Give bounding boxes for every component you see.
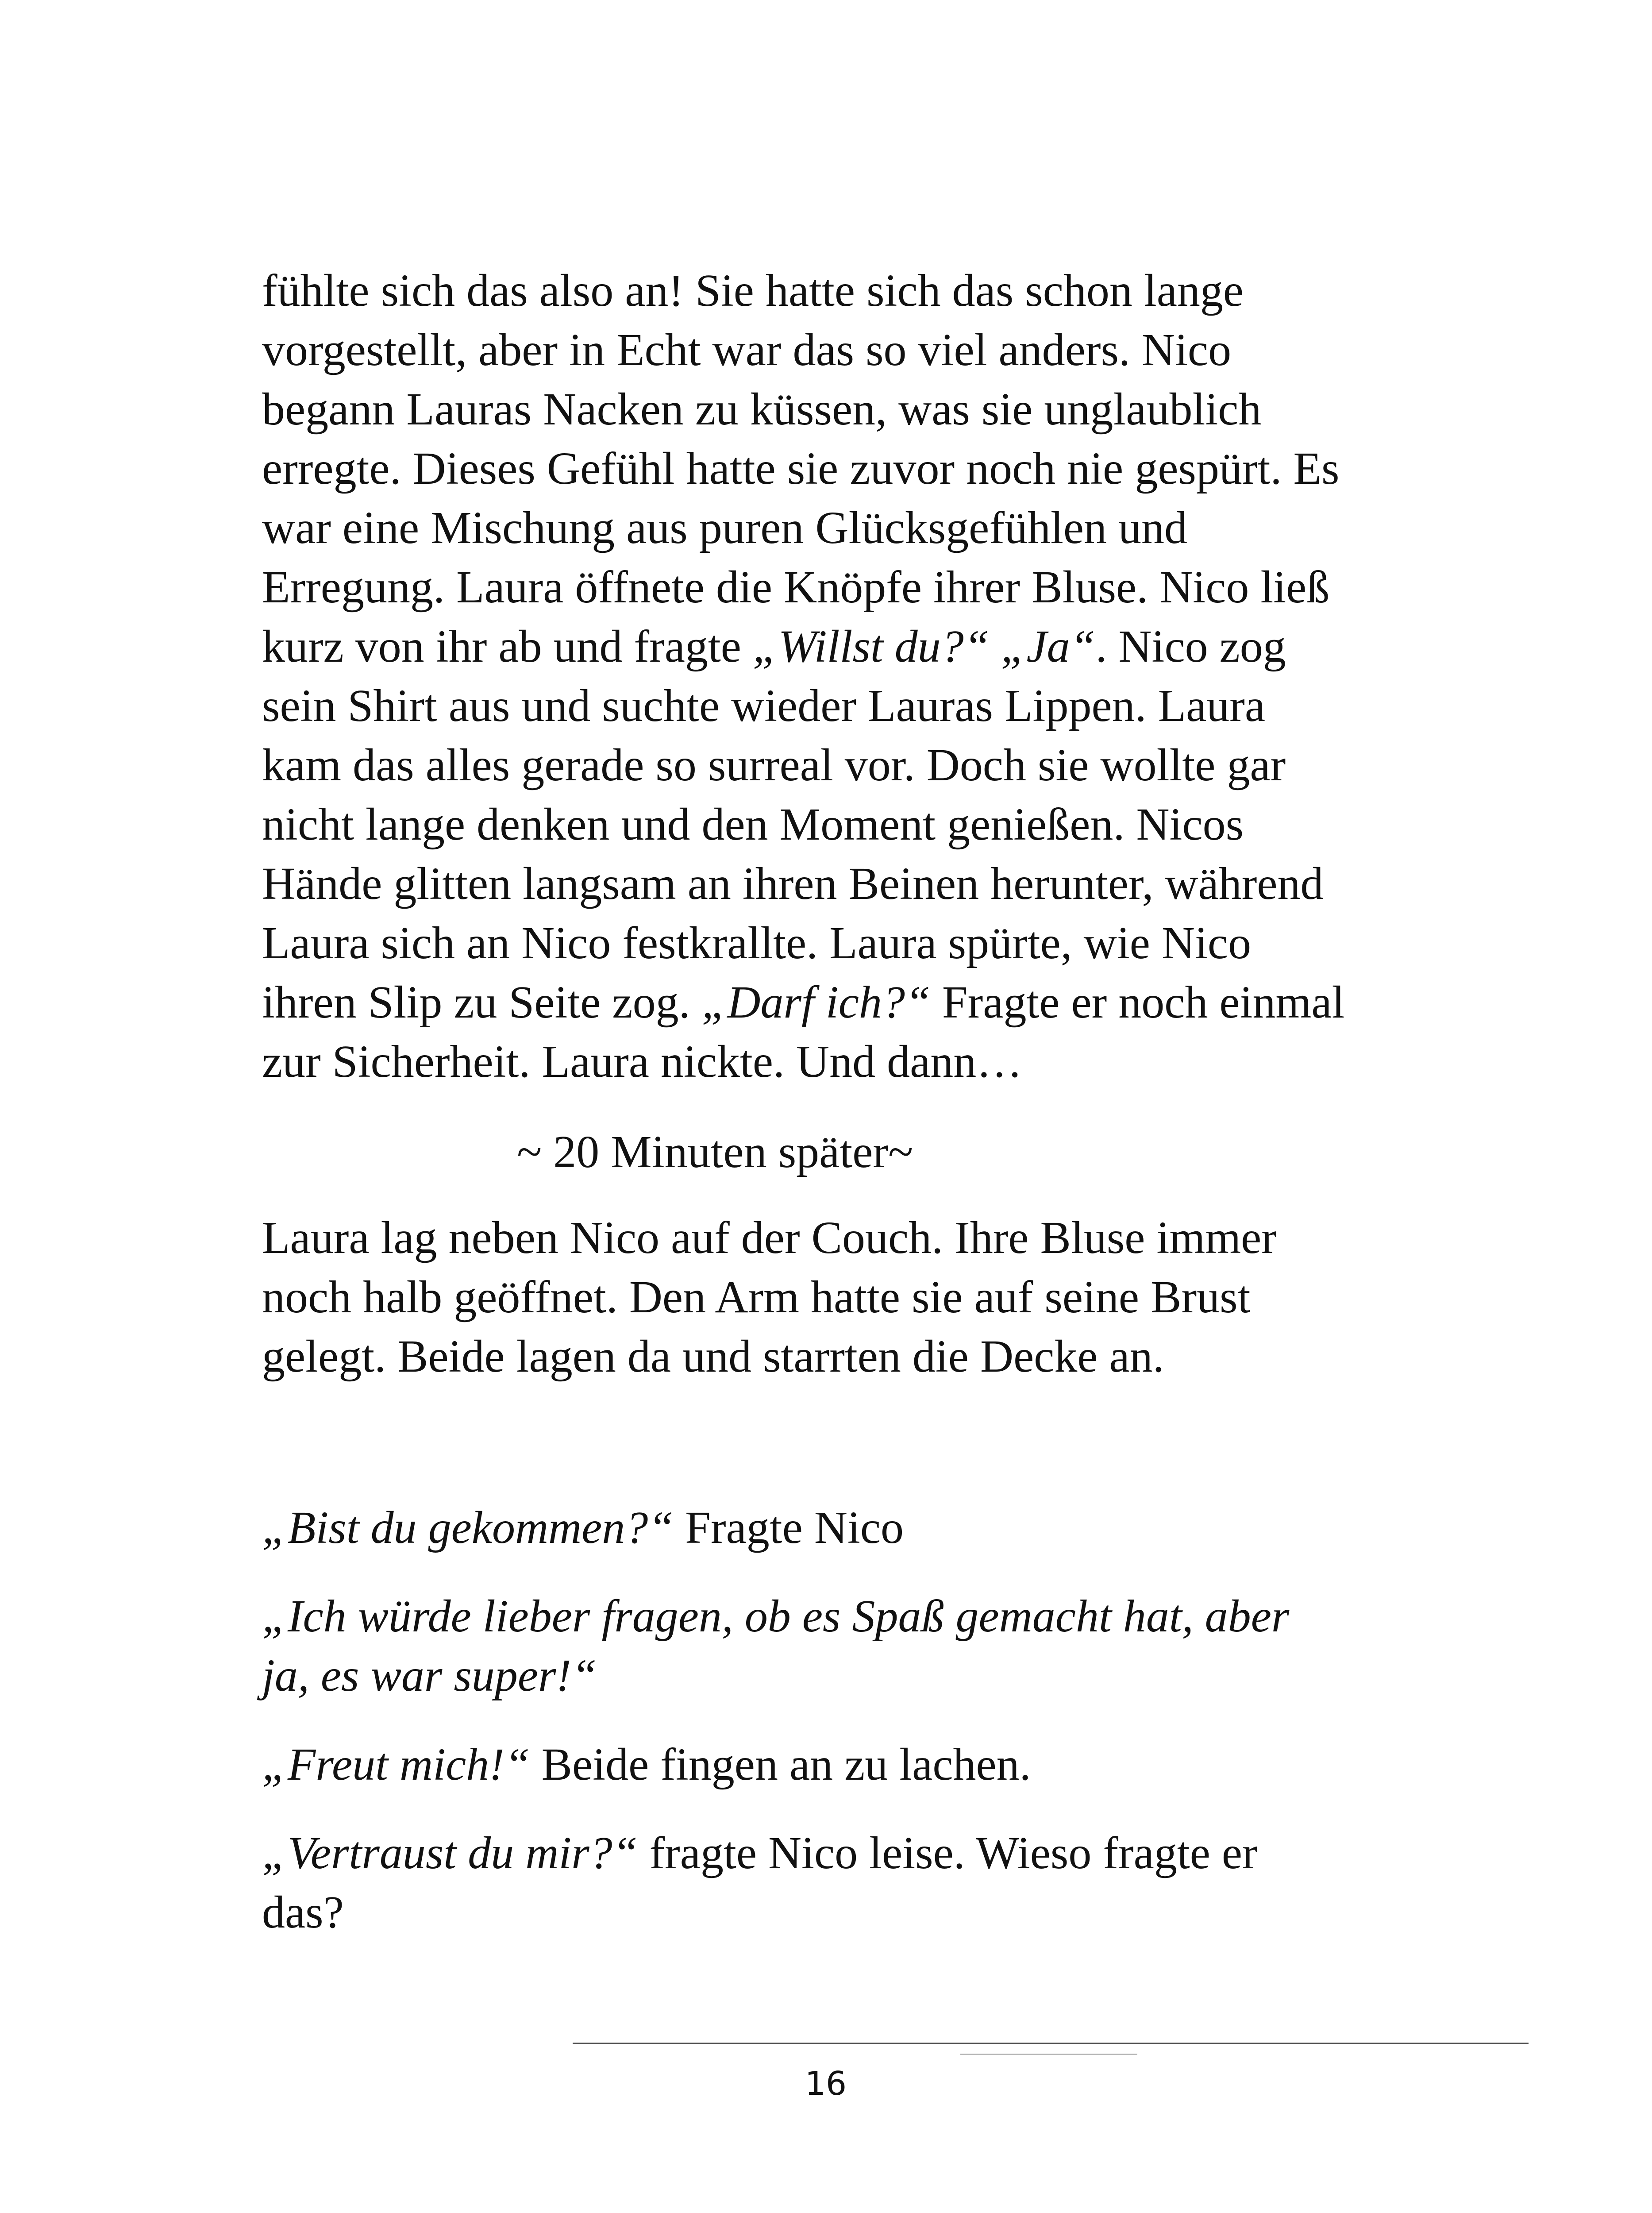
text-run: das?: [262, 1887, 344, 1938]
text-line: zur Sicherheit. Laura nickte. Und dann…: [262, 1036, 1023, 1087]
text-run: ihren Slip zu Seite zog.: [262, 977, 702, 1028]
dialogue-paragraph: [262, 1824, 1413, 1942]
italic-speech: „Vertraust du mir?“: [262, 1827, 638, 1878]
text-line: noch halb geöffnet. Den Arm hatte sie auf seine Brust: [262, 1272, 1251, 1322]
text-line: gelegt. Beide lagen da und starrten die Decke an.: [262, 1331, 1164, 1382]
paragraph-2: [262, 1208, 1413, 1386]
text-line: erregte. Dieses Gefühl hatte sie zuvor noch nie gespürt. Es: [262, 443, 1340, 494]
text-line: Hände glitten langsam an ihren Beinen herunter, während: [262, 858, 1324, 909]
text-line: begann Lauras Nacken zu küssen, was sie unglaublich: [262, 384, 1262, 435]
dialogue-line: [262, 1646, 1413, 1705]
text-line: nicht lange denken und den Moment genießen. Nicos: [262, 799, 1244, 850]
scene-break: ~ 20 Minuten später~: [517, 1126, 913, 1177]
italic-speech: ja, es war super!“: [262, 1650, 597, 1701]
footer-rule-short: [960, 2054, 1137, 2055]
italic-speech: „Freut mich!“: [262, 1739, 530, 1790]
italic-speech: „Ich würde lieber fragen, ob es Spaß gemacht hat, aber: [262, 1591, 1290, 1642]
text-run: Fragte er noch einmal: [930, 977, 1345, 1028]
italic-speech: „Darf ich?“: [701, 977, 931, 1028]
text-run: . Nico zog: [1095, 621, 1286, 672]
page-number: 16: [805, 2065, 847, 2103]
text-line: Laura sich an Nico festkrallte. Laura spürte, wie Nico: [262, 918, 1252, 968]
text-line: sein Shirt aus und suchte wieder Lauras Lippen. Laura: [262, 680, 1266, 731]
dialogue-line: [262, 1498, 1413, 1558]
dialogue-paragraph: [262, 1735, 1413, 1794]
text-line: Erregung. Laura öffnete die Knöpfe ihrer Bluse. Nico ließ: [262, 562, 1330, 613]
italic-speech: „Willst du?“ „Ja“: [752, 621, 1096, 672]
text-line: vorgestellt, aber in Echt war das so viel anders. Nico: [262, 324, 1232, 375]
text-run: Fragte Nico: [674, 1502, 904, 1553]
text-run: Beide fingen an zu lachen.: [530, 1739, 1031, 1790]
text-run: kurz von ihr ab und fragte: [262, 621, 753, 672]
dialogue-paragraph: [262, 1587, 1413, 1705]
footer-rule: [573, 2043, 1529, 2044]
dialogue-line: [262, 1883, 1413, 1942]
italic-speech: „Bist du gekommen?“: [262, 1502, 674, 1553]
text-line: [262, 973, 1413, 1032]
dialogue-paragraph: [262, 1498, 1413, 1558]
text-line: [262, 617, 1413, 676]
text-line: war eine Mischung aus puren Glücksgefühlen und: [262, 502, 1188, 553]
dialogue-line: [262, 1735, 1413, 1794]
text-run: fragte Nico leise. Wieso fragte er: [638, 1827, 1258, 1878]
text-line: Laura lag neben Nico auf der Couch. Ihre Bluse immer: [262, 1212, 1277, 1263]
text-line: kam das alles gerade so surreal vor. Doch sie wollte gar: [262, 740, 1286, 790]
dialogue-line: [262, 1824, 1413, 1883]
text-line: fühlte sich das also an! Sie hatte sich das schon lange: [262, 265, 1244, 316]
dialogue-line: [262, 1587, 1413, 1646]
paragraph-1: [262, 261, 1413, 1091]
